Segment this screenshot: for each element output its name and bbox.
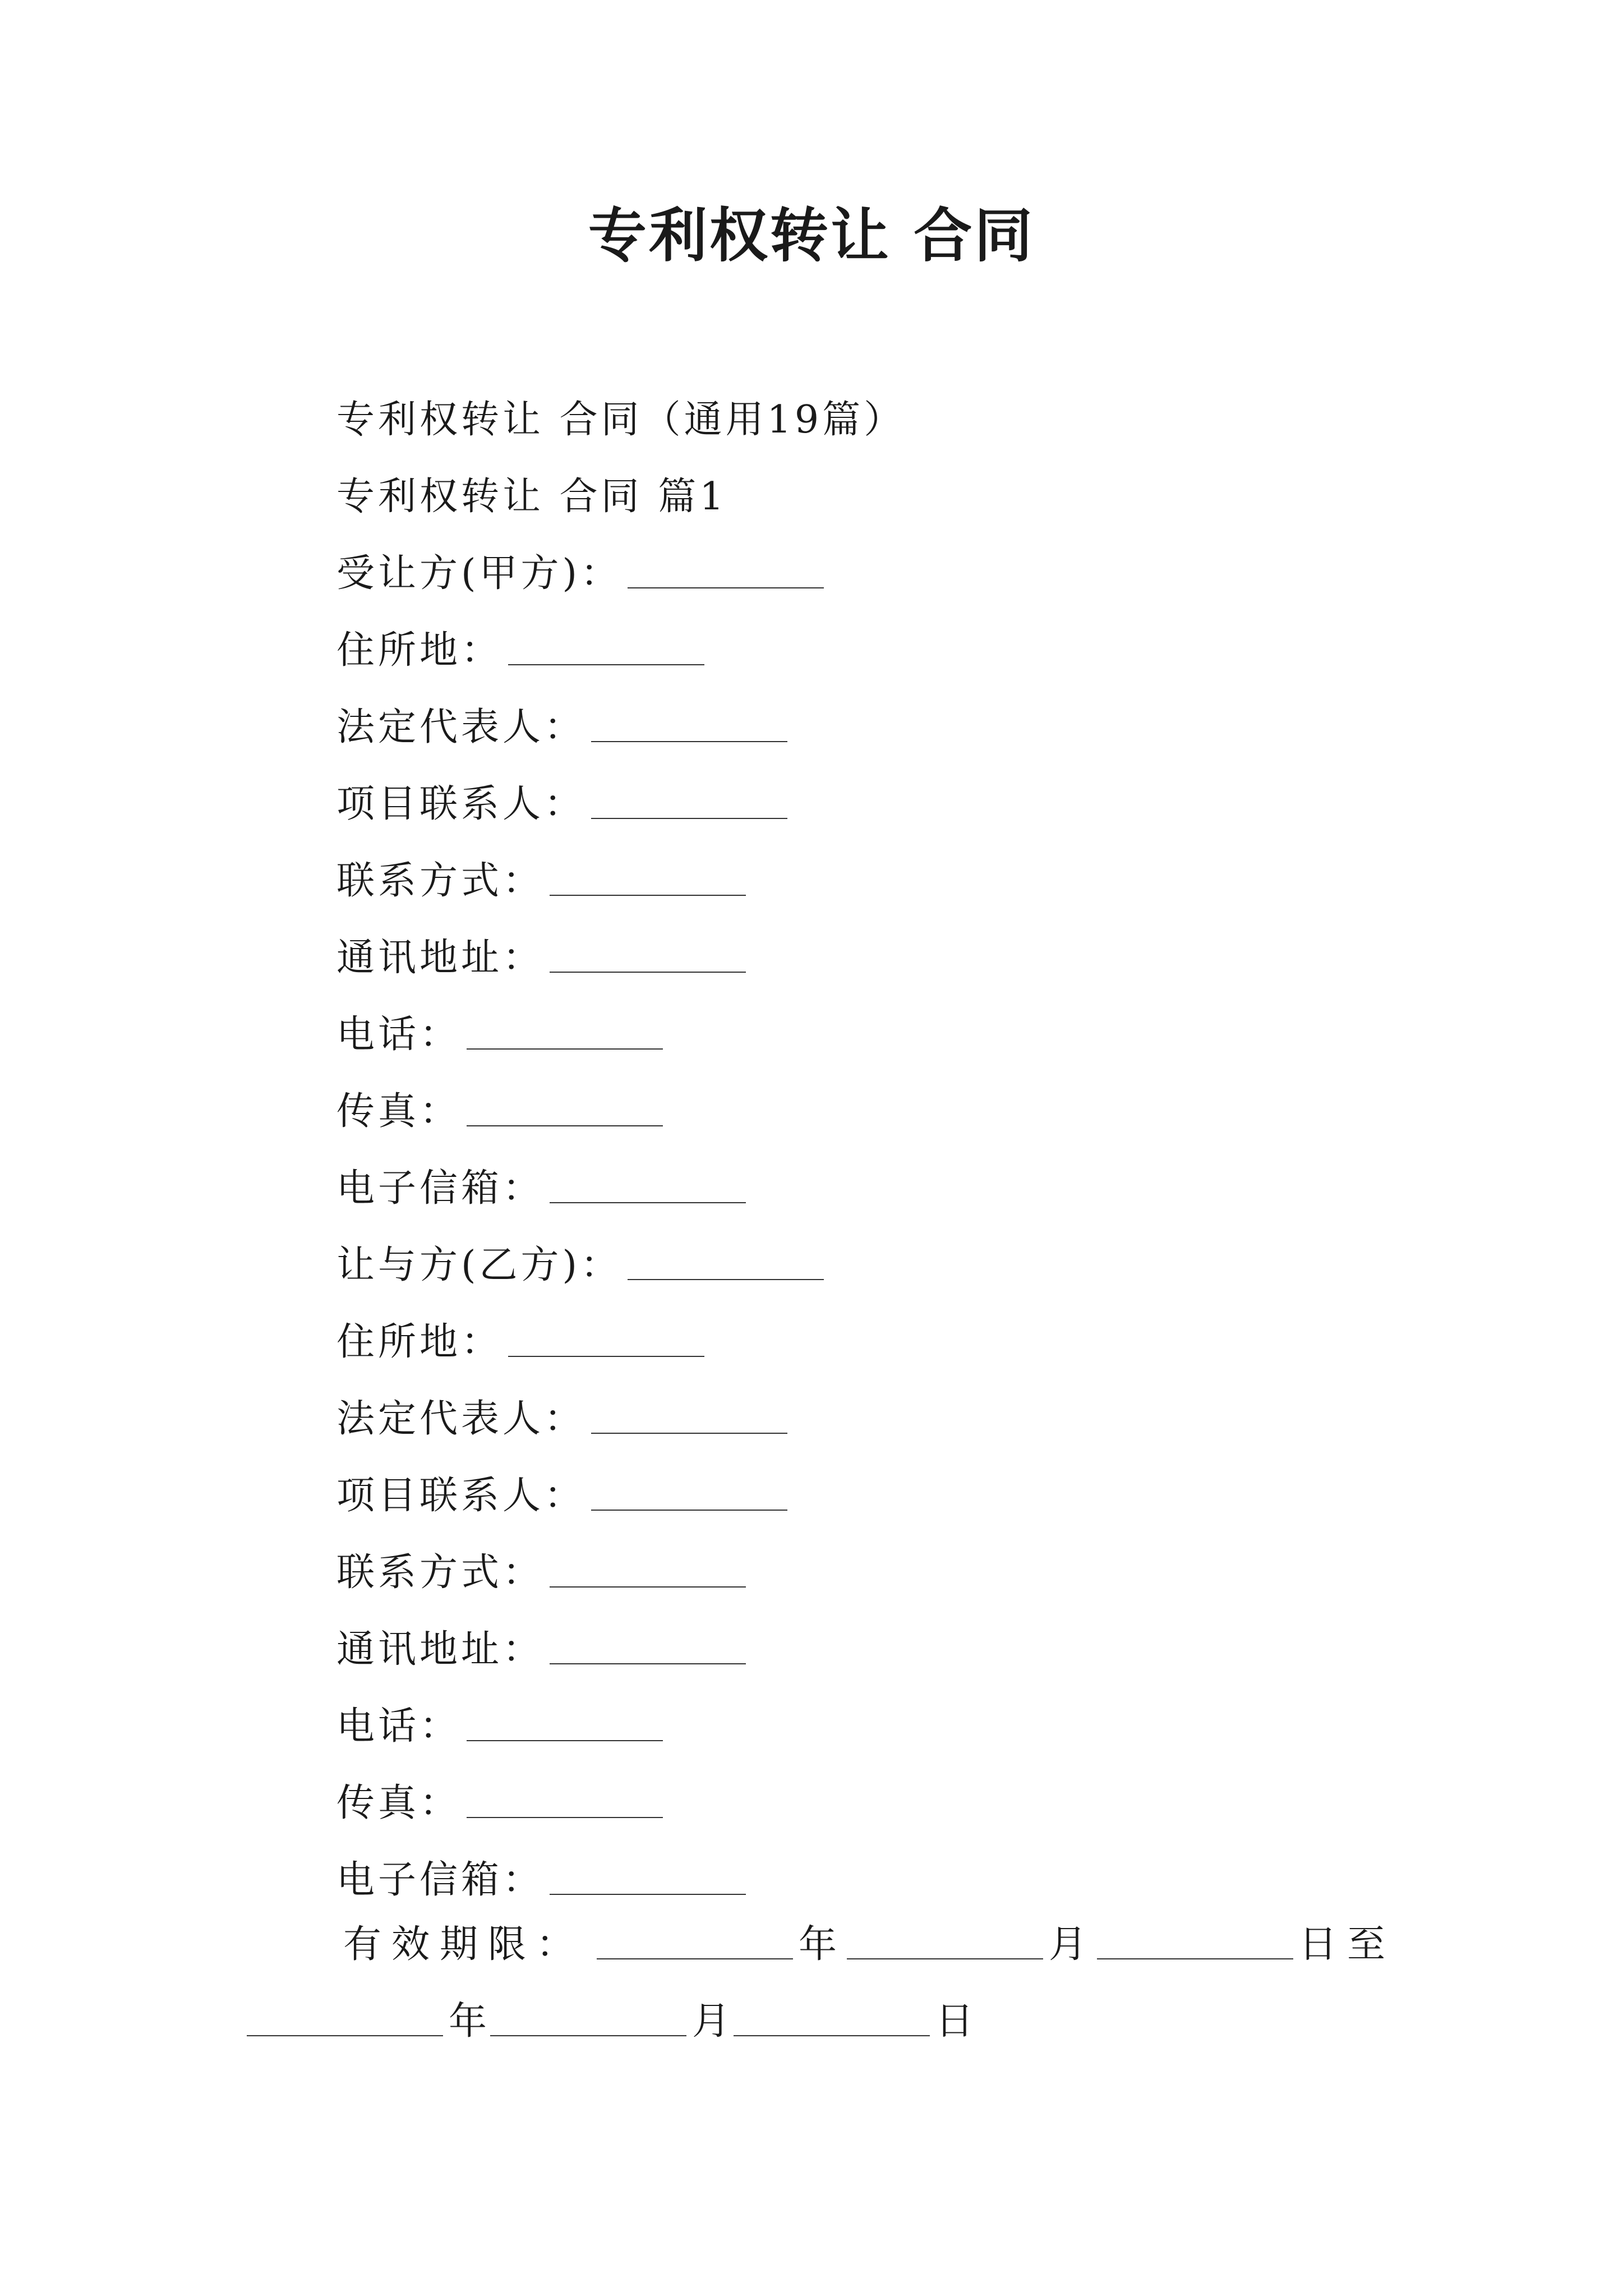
month-label: 月 [692, 1999, 734, 2044]
party-a-field [336, 1073, 1402, 1150]
field-label: 通讯地址： [336, 936, 545, 980]
field-label: 联系方式： [336, 1550, 545, 1595]
field-label: 项目联系人： [336, 782, 586, 826]
fill-blank[interactable] [591, 1404, 787, 1434]
fill-blank[interactable] [467, 1788, 663, 1818]
field-label: 法定代表人： [336, 1397, 586, 1441]
party-a-field [336, 689, 1402, 766]
day-label: 日 [935, 1999, 978, 2044]
fill-blank[interactable] [550, 942, 746, 973]
fill-blank[interactable] [550, 1557, 746, 1588]
fill-blank[interactable] [508, 635, 704, 665]
party-b-blank[interactable] [628, 1250, 824, 1280]
party-a-heading-line [336, 535, 1402, 612]
field-label: 通讯地址： [336, 1627, 545, 1672]
fill-blank[interactable] [467, 1711, 663, 1741]
party-b-field [336, 1304, 1402, 1381]
field-label: 电话： [336, 1704, 462, 1749]
end-year-blank[interactable] [247, 2006, 443, 2036]
fill-blank[interactable] [550, 1173, 746, 1203]
end-month-blank[interactable] [490, 2006, 686, 2036]
end-day-blank[interactable] [734, 2006, 930, 2036]
party-b-label: 让与方(乙方)： [336, 1243, 623, 1287]
party-b-field [336, 1765, 1402, 1842]
party-a-field [336, 612, 1402, 689]
field-label: 住所地： [336, 1320, 503, 1364]
field-label: 电子信箱： [336, 1858, 545, 1902]
field-label: 项目联系人： [336, 1474, 586, 1518]
fill-blank[interactable] [550, 1865, 746, 1895]
party-b-heading-line [336, 1227, 1402, 1304]
field-label: 传真： [336, 1781, 462, 1825]
validity-line-1 [343, 1906, 1395, 1983]
party-b-field [336, 1611, 1402, 1688]
validity-label: 有效期限： [343, 1922, 585, 1967]
party-a-field [336, 919, 1402, 996]
party-a-blank[interactable] [628, 558, 824, 588]
start-month-blank[interactable] [847, 1929, 1043, 1959]
start-day-blank[interactable] [1097, 1929, 1293, 1959]
fill-blank[interactable] [467, 1096, 663, 1126]
year-label: 年 [799, 1922, 847, 1967]
fill-blank[interactable] [467, 1019, 663, 1050]
fill-blank[interactable] [550, 1634, 746, 1664]
day-to-label: 日至 [1299, 1922, 1396, 1967]
field-label: 电话： [336, 1013, 462, 1057]
field-label: 法定代表人： [336, 705, 586, 749]
field-label: 电子信箱： [336, 1166, 545, 1211]
party-a-field [336, 766, 1402, 843]
document-body [336, 381, 1402, 1918]
document-title: 专利权转让 合同 [588, 201, 1035, 270]
party-b-field [336, 1688, 1402, 1765]
party-a-field [336, 1150, 1402, 1227]
fill-blank[interactable] [591, 712, 787, 742]
party-a-field [336, 996, 1402, 1073]
fill-blank[interactable] [550, 866, 746, 896]
year-label: 年 [449, 1999, 491, 2044]
section-heading: 专利权转让 合同 篇1 [336, 475, 727, 519]
party-b-field [336, 1381, 1402, 1457]
start-year-blank[interactable] [597, 1929, 793, 1959]
section-heading-line [336, 458, 1402, 535]
party-a-field [336, 843, 1402, 919]
field-label: 传真： [336, 1089, 462, 1134]
subtitle-line [336, 381, 1402, 458]
party-a-label: 受让方(甲方)： [336, 551, 623, 596]
subtitle: 专利权转让 合同（通用19篇） [336, 398, 906, 442]
field-label: 联系方式： [336, 859, 545, 903]
party-b-field [336, 1534, 1402, 1611]
month-label: 月 [1049, 1922, 1098, 1967]
validity-line-2 [247, 1983, 977, 2060]
fill-blank[interactable] [591, 1480, 787, 1511]
party-b-field [336, 1457, 1402, 1534]
fill-blank[interactable] [508, 1327, 704, 1357]
fill-blank[interactable] [591, 789, 787, 819]
field-label: 住所地： [336, 628, 503, 673]
